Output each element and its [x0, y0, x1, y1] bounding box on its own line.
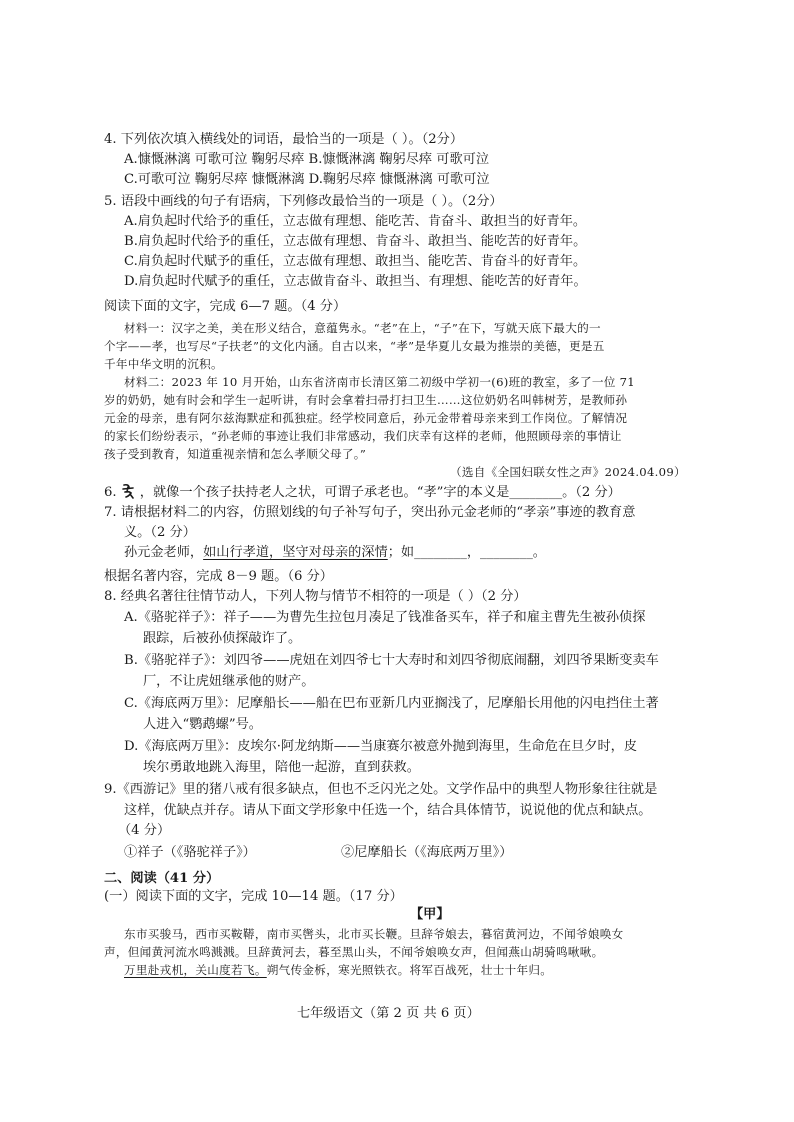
q6-line [104, 483, 621, 502]
q7-stem-line: 7. 请根据材料二的内容，仿照划线的句子补写句子，突出孙元金老师的“孝亲”事迹的教育意 [104, 505, 636, 520]
passage-line: 东市买骏马，西市买鞍鞯，南市买辔头，北市买长鞭。旦辞爷娘去，暮宿黄河边，不闻爷娘唤女 [124, 927, 624, 941]
q9-option-1: ①祥子（《骆驼祥子》） [124, 845, 256, 860]
q8-option-d-cont: 埃尔勇敢地跳入海里，陪他一起游，直到获救。 [143, 760, 420, 775]
q8-stem: 8. 经典名著往往情节动人，下列人物与情节不相符的一项是（ ）（2 分） [104, 589, 527, 604]
passage-line-rest: 朔气传金柝，寒光照铁衣。将军百战死，壮士十年归。 [266, 963, 553, 977]
q8-option-b-cont: 厂，不让虎妞继承他的财产。 [143, 674, 315, 689]
q8-option-a-cont: 跟踪，后被孙侦探敲诈了。 [143, 631, 302, 646]
q5-option-b: B.肩负起时代给予的重任，立志做有理想、肯奋斗、敢担当、能吃苦的好青年。 [124, 234, 587, 249]
q7-answer-line [124, 544, 546, 562]
q8-option-a: A.《骆驼祥子》：祥子——为曹先生拉包月凑足了钱准备买车，祥子和雇主曹先生被孙侦探 [124, 610, 646, 625]
q5-option-a: A.肩负起时代给予的重任，立志做有理想、能吃苦、肯奋斗、敢担当的好青年。 [124, 214, 587, 229]
q7-answer-blanks: ；如________，________。 [387, 545, 546, 560]
passage-line [124, 962, 552, 978]
passage-jia-label: 【甲】 [410, 907, 450, 922]
passage-underlined-sentence: 万里赴戎机，关山度若飞。 [124, 963, 267, 977]
q8-option-b: B.《骆驼祥子》：刘四爷——虎妞在刘四爷七十大寿时和刘四爷彻底闹翻，刘四爷果断变卖车 [124, 653, 659, 668]
material-1-line: 材料一：汉字之美，美在形义结合，意蕴隽永。“老”在上，“子”在下，写就天底下最大的一 [124, 321, 601, 335]
material-2-line: 的家长们纷纷表示，“孙老师的事迹让我们非常感动，我们庆幸有这样的老师，他照顾母亲的事情让 [104, 429, 622, 443]
q8-option-c: C.《海底两万里》：尼摩船长——船在巴布亚新几内亚搁浅了，尼摩船长用他的闪电挡住土著 [124, 696, 659, 711]
material-source: （选自《全国妇联女性之声》2024.04.09） [450, 465, 686, 479]
passage-line: 声，但闻黄河流水鸣溅溅。旦辞黄河去，暮至黑山头，不闻爷娘唤女声，但闻燕山胡骑鸣啾啾。 [104, 945, 604, 959]
q4-stem: 4. 下列依次填入横线处的词语，最恰当的一项是（ ）。（2分） [104, 132, 464, 147]
q5-stem: 5. 语段中画线的句子有语病，下列修改最恰当的一项是（ ）。（2分） [104, 194, 503, 209]
material-2-line: 材料二：2023 年 10 月开始，山东省济南市长清区第二初级中学初一(6)班的教室，多了一位 71 [124, 375, 635, 389]
q4-options-cd: C.可歌可泣 鞠躬尽瘁 慷慨淋漓 D.鞠躬尽瘁 慷慨淋漓 可歌可泣 [124, 172, 490, 187]
q7-answer-prefix: 孙元金老师， [124, 545, 204, 560]
page-footer: 七年级语文（第 2 页 共 6 页） [297, 1006, 480, 1021]
q9-stem-line: 这样，优缺点并存。请从下面文学形象中任选一个，结合具体情节，说说他的优点和缺点。 [124, 803, 652, 818]
q9-option-2: ②尼摩船长（《海底两万里》） [341, 845, 513, 860]
q9-score: （4 分） [118, 823, 171, 838]
reading-6-7-intro: 阅读下面的文字，完成 6—7 题。（4 分） [104, 299, 347, 314]
material-2-line: 岁的奶奶，她有时会和学生一起听讲，有时会拿着扫帚打扫卫生……这位奶奶名叫韩树芳，是教师孙 [104, 393, 628, 407]
material-2-line: 孩子受到教育，知道重视亲情和怎么孝顺父母了。” [104, 447, 367, 461]
q7-stem-line: 义。（2 分） [124, 525, 196, 540]
q6-number: 6. [104, 485, 117, 500]
q7-underlined-sentence: 如山行孝道，坚守对母亲的深情 [203, 545, 388, 560]
section-2-subtitle: (一）阅读下面的文字，完成 10—14 题。（17 分） [104, 889, 403, 904]
seal-script-xiao-character-image [121, 483, 136, 499]
q8-option-c-cont: 人进入“鹦鹉螺”号。 [143, 717, 262, 732]
q9-stem-line: 9.《西游记》里的猪八戒有很多缺点，但也不乏闪光之处。文学作品中的典型人物形象往往就是 [104, 782, 658, 797]
q8-option-d: D.《海底两万里》：皮埃尔·阿龙纳斯——当康赛尔被意外抛到海里，生命危在旦夕时，皮 [124, 739, 638, 754]
q5-option-d: D.肩负起时代赋予的重任，立志做肯奋斗、敢担当、有理想、能吃苦的好青年。 [124, 274, 587, 289]
q4-options-ab: A.慷慨淋漓 可歌可泣 鞠躬尽瘁 B.慷慨淋漓 鞠躬尽瘁 可歌可泣 [124, 152, 490, 167]
material-2-line: 元金的母亲，患有阿尔兹海默症和孤独症。经学校同意后，孙元金带着母亲来到工作岗位。了解情况 [104, 411, 628, 425]
q6-text: ，就像一个孩子扶持老人之状，可谓子承老也。“孝”字的本义是________。（2 分） [139, 485, 621, 500]
reading-8-9-intro: 根据名著内容，完成 8－9 题。（6 分） [104, 569, 333, 584]
material-1-line: 个字——孝，也写尽“子扶老”的文化内涵。自古以来，“孝”是华夏儿女最为推崇的美德，更是五 [104, 339, 605, 353]
q5-option-c: C.肩负起时代赋予的重任，立志做有理想、敢担当、能吃苦、肯奋斗的好青年。 [124, 254, 587, 269]
section-2-title: 二、阅读（41 分） [104, 871, 220, 886]
material-1-line: 千年中华文明的沉积。 [104, 357, 223, 371]
